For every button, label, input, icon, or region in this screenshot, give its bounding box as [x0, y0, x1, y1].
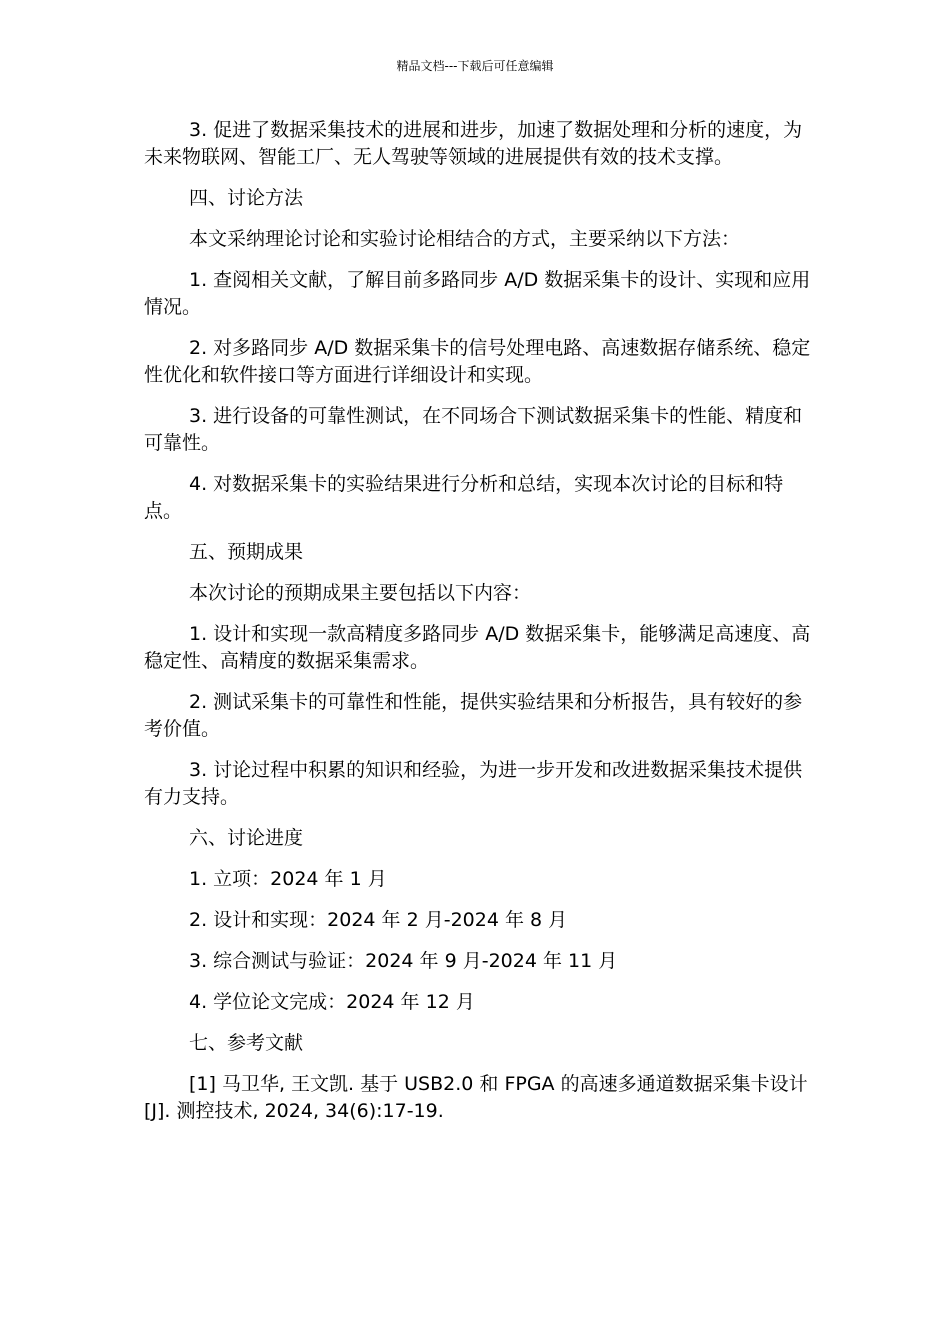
paragraph-outcome-3: 3. 讨论过程中积累的知识和经验，为进一步开发和改进数据采集技术提供有力支持。	[144, 759, 803, 808]
paragraph-outcomes-intro: 本次讨论的预期成果主要包括以下内容：	[189, 582, 532, 604]
paragraph-benefit-3: 3. 促进了数据采集技术的进展和进步，加速了数据处理和分析的速度，为未来物联网、智能工厂、无人驾驶等领域的进展提供有效的技术支撑。	[144, 119, 803, 168]
section-heading-methods: 四、讨论方法	[189, 187, 304, 209]
paragraph-schedule-2: 2. 设计和实现：2024 年 2 月-2024 年 8 月	[189, 909, 568, 931]
page-header: 精品文档---下载后可任意编辑	[396, 59, 554, 73]
document-body	[144, 117, 814, 1139]
paragraph-method-1: 1. 查阅相关文献，了解目前多路同步 A/D 数据采集卡的设计、实现和应用情况。	[144, 269, 811, 318]
section-heading-schedule: 六、讨论进度	[189, 827, 304, 849]
paragraph-outcome-2: 2. 测试采集卡的可靠性和性能，提供实验结果和分析报告，具有较好的参考价值。	[144, 691, 803, 740]
paragraph-schedule-3: 3. 综合测试与验证：2024 年 9 月-2024 年 11 月	[189, 950, 618, 972]
paragraph-schedule-1: 1. 立项：2024 年 1 月	[189, 868, 387, 890]
paragraph-method-4: 4. 对数据采集卡的实验结果进行分析和总结，实现本次讨论的目标和特点。	[144, 473, 784, 522]
paragraph-method-2: 2. 对多路同步 A/D 数据采集卡的信号处理电路、高速数据存储系统、稳定性优化和软件接口等方面进行详细设计和实现。	[144, 337, 811, 386]
section-heading-references: 七、参考文献	[189, 1032, 304, 1054]
paragraph-methods-intro: 本文采纳理论讨论和实验讨论相结合的方式，主要采纳以下方法：	[189, 228, 741, 250]
reference-item-1: [1] 马卫华, 王文凯. 基于 USB2.0 和 FPGA 的高速多通道数据采集卡设计[J]. 测控技术, 2024, 34(6):17-19.	[144, 1073, 808, 1122]
paragraph-schedule-4: 4. 学位论文完成：2024 年 12 月	[189, 991, 475, 1013]
section-heading-outcomes: 五、预期成果	[189, 541, 304, 563]
paragraph-outcome-1: 1. 设计和实现一款高精度多路同步 A/D 数据采集卡，能够满足高速度、高稳定性、高精度的数据采集需求。	[144, 623, 811, 672]
paragraph-method-3: 3. 进行设备的可靠性测试，在不同场合下测试数据采集卡的性能、精度和可靠性。	[144, 405, 803, 454]
